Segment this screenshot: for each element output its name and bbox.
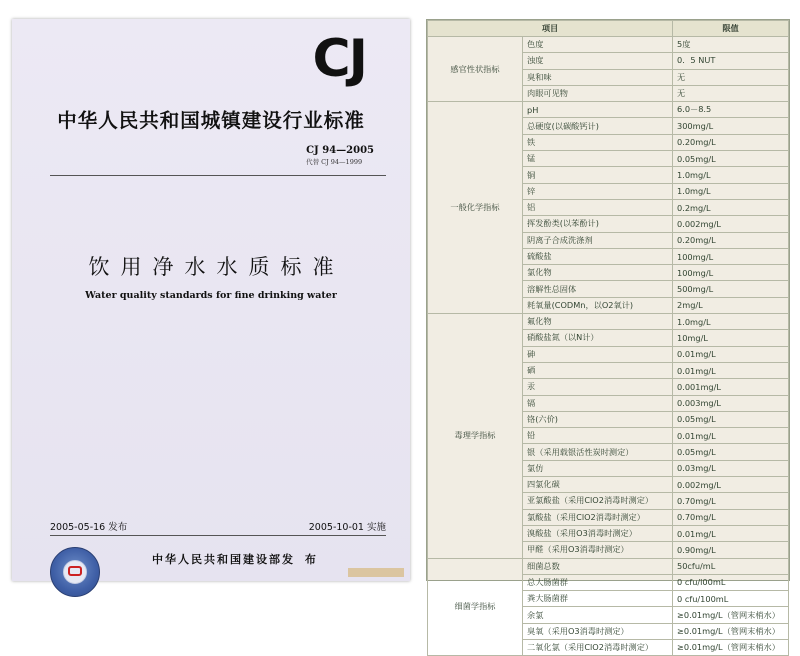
- item-cell: pH: [523, 102, 673, 118]
- limit-cell: ≥0.01mg/L（管网末梢水）: [673, 639, 789, 655]
- item-cell: 色度: [523, 37, 673, 53]
- item-cell: 细菌总数: [523, 558, 673, 574]
- limit-cell: 0.20mg/L: [673, 134, 789, 150]
- table-row: [428, 37, 789, 53]
- publisher: 中华人民共和国建设部: [152, 553, 282, 566]
- limit-cell: 2mg/L: [673, 297, 789, 313]
- limit-cell: ≥0.01mg/L（管网末梢水）: [673, 623, 789, 639]
- limit-cell: 0.003mg/L: [673, 395, 789, 411]
- item-cell: 硫酸盐: [523, 248, 673, 264]
- standard-code: CJ 94—2005: [306, 145, 374, 156]
- item-cell: 铅: [523, 428, 673, 444]
- seal-icon: [50, 547, 100, 597]
- limit-cell: 1.0mg/L: [673, 314, 789, 330]
- category-cell: 一般化学指标: [428, 102, 523, 314]
- limit-cell: 100mg/L: [673, 248, 789, 264]
- item-cell: 二氧化氯（采用ClO2消毒时测定）: [523, 639, 673, 655]
- item-cell: 铁: [523, 134, 673, 150]
- standard-cover: [12, 19, 410, 581]
- limit-cell: 50cfu/mL: [673, 558, 789, 574]
- limit-cell: 0.01mg/L: [673, 346, 789, 362]
- header-item: 项目: [428, 21, 673, 37]
- limit-cell: 0.001mg/L: [673, 379, 789, 395]
- limit-cell: 0.002mg/L: [673, 477, 789, 493]
- limit-cell: 1.0mg/L: [673, 167, 789, 183]
- item-cell: 挥发酚类(以苯酚计): [523, 216, 673, 232]
- item-cell: 镉: [523, 395, 673, 411]
- item-cell: 浊度: [523, 53, 673, 69]
- seal-mark-icon: [68, 566, 82, 576]
- item-cell: 甲醛（采用O3消毒时测定）: [523, 542, 673, 558]
- limit-cell: 5度: [673, 37, 789, 53]
- limit-cell: 0.20mg/L: [673, 232, 789, 248]
- item-cell: 银（采用载银活性炭时测定）: [523, 444, 673, 460]
- english-title: Water quality standards for fine drinking water: [85, 290, 337, 301]
- table-row: [428, 314, 789, 330]
- limit-cell: 0.05mg/L: [673, 411, 789, 427]
- item-cell: 锌: [523, 183, 673, 199]
- limit-cell: 300mg/L: [673, 118, 789, 134]
- table-header-row: [428, 21, 789, 37]
- item-cell: 汞: [523, 379, 673, 395]
- limit-cell: 0.01mg/L: [673, 525, 789, 541]
- publish-label: 发 布: [282, 553, 320, 566]
- item-cell: 粪大肠菌群: [523, 591, 673, 607]
- item-cell: 耗氧量(CODMn，以O2氧计): [523, 297, 673, 313]
- limit-cell: 0.002mg/L: [673, 216, 789, 232]
- item-cell: 溴酸盐（采用O3消毒时测定）: [523, 525, 673, 541]
- limit-cell: 500mg/L: [673, 281, 789, 297]
- limit-cell: 0.70mg/L: [673, 493, 789, 509]
- item-cell: 溶解性总固体: [523, 281, 673, 297]
- category-cell: 细菌学指标: [428, 558, 523, 656]
- divider: [50, 535, 386, 536]
- limit-cell: 1.0mg/L: [673, 183, 789, 199]
- limit-cell: 0.01mg/L: [673, 362, 789, 378]
- item-cell: 总大肠菌群: [523, 574, 673, 590]
- standard-code-block: [306, 145, 374, 166]
- item-cell: 臭和味: [523, 69, 673, 85]
- limit-cell: 0 cfu/l00mL: [673, 574, 789, 590]
- item-cell: 阴离子合成洗涤剂: [523, 232, 673, 248]
- item-cell: 锰: [523, 151, 673, 167]
- limit-cell: 0.03mg/L: [673, 460, 789, 476]
- limit-cell: 无: [673, 85, 789, 101]
- limits-table: [427, 20, 789, 656]
- item-cell: 余氯: [523, 607, 673, 623]
- main-title: 饮用净水水质标准: [88, 255, 345, 279]
- standard-category-title: 中华人民共和国城镇建设行业标准: [57, 109, 365, 132]
- limit-cell: 10mg/L: [673, 330, 789, 346]
- table-body: [428, 37, 789, 656]
- limit-cell: 100mg/L: [673, 265, 789, 281]
- limit-cell: 0.90mg/L: [673, 542, 789, 558]
- item-cell: 硒: [523, 362, 673, 378]
- limit-cell: 0 cfu/100mL: [673, 591, 789, 607]
- table-row: [428, 102, 789, 118]
- category-cell: 毒理学指标: [428, 314, 523, 558]
- limit-cell: ≥0.01mg/L（管网末梢水）: [673, 607, 789, 623]
- item-cell: 硝酸盐氮（以N计）: [523, 330, 673, 346]
- item-cell: 四氯化碳: [523, 477, 673, 493]
- limit-cell: 0.01mg/L: [673, 428, 789, 444]
- limit-cell: 0.05mg/L: [673, 151, 789, 167]
- limit-cell: 0.2mg/L: [673, 199, 789, 215]
- item-cell: 氟化物: [523, 314, 673, 330]
- replaces-note: 代替 CJ 94—1999: [306, 158, 363, 166]
- item-cell: 铝: [523, 199, 673, 215]
- item-cell: 铜: [523, 167, 673, 183]
- header-limit: 限值: [673, 21, 789, 37]
- category-cell: 感官性状指标: [428, 37, 523, 102]
- item-cell: 氯化物: [523, 265, 673, 281]
- limit-cell: 0．5 NUT: [673, 53, 789, 69]
- item-cell: 臭氧（采用O3消毒时测定）: [523, 623, 673, 639]
- item-cell: 砷: [523, 346, 673, 362]
- issue-date: 2005-05-16 发布: [50, 522, 128, 533]
- limit-cell: 6.0－8.5: [673, 102, 789, 118]
- cj-logo: CJ: [312, 29, 366, 89]
- item-cell: 亚氯酸盐（采用ClO2消毒时测定）: [523, 493, 673, 509]
- item-cell: 氯仿: [523, 460, 673, 476]
- item-cell: 氯酸盐（采用ClO2消毒时测定）: [523, 509, 673, 525]
- limit-cell: 无: [673, 69, 789, 85]
- divider: [50, 175, 386, 176]
- limit-cell: 0.05mg/L: [673, 444, 789, 460]
- item-cell: 总硬度(以碳酸钙计): [523, 118, 673, 134]
- item-cell: 肉眼可见物: [523, 85, 673, 101]
- effective-date: 2005-10-01 实施: [308, 522, 386, 533]
- limits-table-panel: [426, 19, 790, 653]
- item-cell: 铬(六价): [523, 411, 673, 427]
- seal-center: [63, 560, 87, 584]
- table-row: [428, 558, 789, 574]
- watermark: [348, 568, 404, 577]
- limit-cell: 0.70mg/L: [673, 509, 789, 525]
